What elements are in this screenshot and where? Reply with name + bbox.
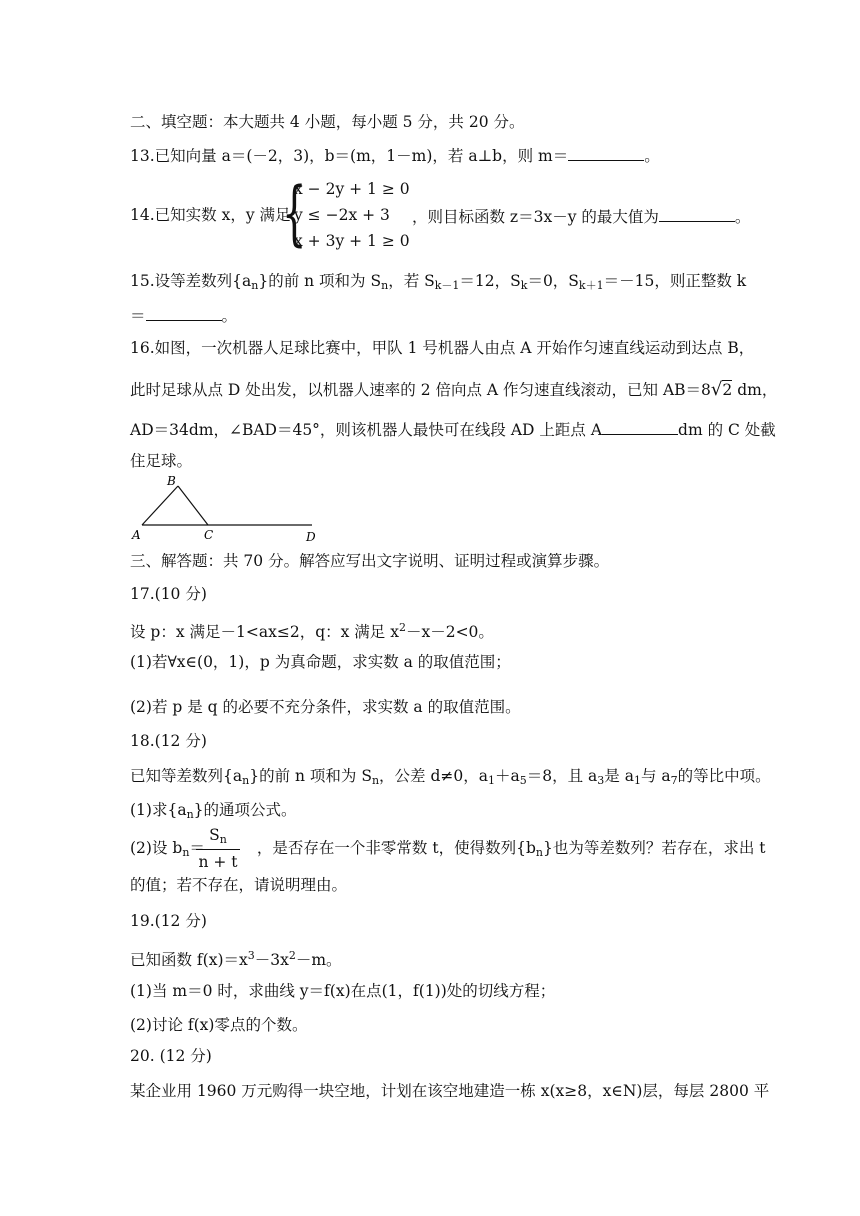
question-17-part-2: (2)若 p 是 q 的必要不充分条件，求实数 a 的取值范围。: [130, 698, 521, 716]
question-19-head: 19.(12 分): [130, 912, 207, 930]
triangle-diagram: [126, 475, 326, 545]
answer-blank-13[interactable]: [568, 144, 644, 161]
section-3-heading: 三、解答题：共 70 分。解答应写出文字说明、证明过程或演算步骤。: [130, 552, 610, 570]
question-18-part-1: (1)求$\{a_n\}$的通项公式。: [130, 801, 297, 821]
label-c: C: [204, 528, 214, 542]
question-18-part-2-line-2: 的值；若不存在，请说明理由。: [130, 876, 348, 894]
question-13: 13.已知向量 a＝(－2，3)，b＝(m，1－m)，若 a⊥b，则 m＝ 。: [130, 144, 660, 166]
label-b: B: [167, 475, 176, 488]
section-2-heading: 二、填空题：本大题共 4 小题，每小题 5 分，共 20 分。: [130, 113, 525, 131]
question-19-part-1: (1)当 m＝0 时，求曲线 y＝f(x)在点(1，f(1))处的切线方程；: [130, 982, 556, 1000]
question-17-head: 17.(10 分): [130, 585, 207, 603]
answer-blank-14[interactable]: [659, 205, 735, 222]
question-18-stem: 已知等差数列$\{a_n\}$的前 n 项和为 $S_n$，公差 d≠0，$a_1+a_5=8$，且 $a_3$是 $a_1$与 $a_7$的等比中项。: [130, 767, 771, 787]
question-19-part-2: (2)讨论 f(x)零点的个数。: [130, 1016, 308, 1034]
question-20-stem: 某企业用 1960 万元购得一块空地，计划在该空地建造一栋 x(x≥8，x∈N)层，每层 2800 平: [130, 1082, 770, 1100]
label-d: D: [306, 530, 316, 544]
question-14-tail: ，则目标函数 z＝3x－y 的最大值为 。: [412, 205, 750, 227]
inequality-2: y ≤ −2x + 3: [294, 206, 390, 224]
left-brace: {: [282, 172, 307, 254]
question-20-head: 20. (12 分): [130, 1047, 212, 1065]
question-18-part-2-line-1: (2)设 $b_n=$ ，是否存在一个非零常数 t，使得数列$\{b_n\}$也为等差数列？若存在，求出 t: [130, 839, 766, 859]
inequality-3: x + 3y + 1 ≥ 0: [294, 232, 410, 250]
label-a: A: [132, 528, 141, 542]
question-16-line-3: AD＝34dm，∠BAD＝45°，则该机器人最快可在线段 AD 上距点 A dm 的 C 处截: [130, 418, 776, 440]
question-16-line-1: 16.如图，一次机器人足球比赛中，甲队 1 号机器人由点 A 开始作匀速直线运动到达点 B，: [130, 339, 755, 357]
segment-bc: [178, 486, 208, 525]
inequality-1: x − 2y + 1 ≥ 0: [294, 180, 410, 198]
answer-blank-15[interactable]: [146, 304, 222, 321]
question-18-head: 18.(12 分): [130, 732, 207, 750]
question-17-part-1: (1)若∀x∈(0，1)，p 为真命题，求实数 a 的取值范围；: [130, 653, 511, 671]
question-16-line-4: 住足球。: [130, 452, 193, 470]
segment-ab: [142, 486, 178, 525]
sqrt-two: √2: [710, 379, 733, 400]
answer-blank-16[interactable]: [602, 418, 678, 435]
exam-page: 二、填空题：本大题共 4 小题，每小题 5 分，共 20 分。 13.已知向量 a＝(－2，3)，b＝(m，1－m)，若 a⊥b，则 m＝ 。 14.已知实数 x，y 满足 { x − 2y + 1 ≥ 0 y ≤ −2x + 3 x + 3y + 1 ≥ 0 ，则目标函数 z＝3x－y 的最大值为 。 15.设等差数列$\{a_n\}$的前 n 项和为 $S_n$，若 $S_{k-1}=12$，$S_k=0$，$S_{k+1}=-15$，则正整数 k ＝ 。 16.如图，一次机器人足球比赛中，甲队 1 号机器人由点 A 开始作匀速直线运动到达点 B， 此时足球从点 D 处出发，以机器人速率的 2 倍向点 A 作匀速直线滚动，已知 AB＝8√2 dm， AD＝34dm，∠BAD＝45°，则该机器人最快可在线段 AD 上距点 A dm 的 C 处截 住足球。 A B C D 三、解答题：共 70 分。解答应写出文字说明、证明过程或演算步骤。 17.(10 分) 设 p：x 满足－1<ax≤2，q：x 满足 $x^2-x-2<0$。 (1)若∀x∈(0，1)，p 为真命题，求实数 a 的取值范围； (2)若 p 是 q 的必要不充分条件，求实数 a 的取值范围。 18.(12 分) 已知等差数列$\{a_n\}$的前 n 项和为 $S_n$，公差 d≠0，$a_1+a_5=8$，且 $a_3$是 $a_1$与 $a_7$的等比中项。 (1)求$\{a_n\}$的通项公式。 (2)设 $b_n=$ ，是否存在一个非零常数 t，使得数列$\{b_n\}$也为等差数列？若存在，求出 t $S_n$ n + t 的值；若不存在，请说明理由。 19.(12 分) 已知函数 $f(x)=x^3-3x^2-m$。 (1)当 m＝0 时，求曲线 y＝f(x)在点(1，f(1))处的切线方程； (2)讨论 f(x)零点的个数。 20. (12 分) 某企业用 1960 万元购得一块空地，计划在该空地建造一栋 x(x≥8，x∈N)层，每层 2800 平: [0, 0, 860, 1216]
question-16-line-2: 此时足球从点 D 处出发，以机器人速率的 2 倍向点 A 作匀速直线滚动，已知 AB＝8√2 dm，: [130, 379, 778, 400]
question-14: 14.已知实数 x，y 满足: [130, 206, 291, 224]
question-15-line-1: 15.设等差数列$\{a_n\}$的前 n 项和为 $S_n$，若 $S_{k-1}=12$，$S_k=0$，$S_{k+1}=-15$，则正整数 k: [130, 272, 747, 292]
question-17-stem: 设 p：x 满足－1<ax≤2，q：x 满足 $x^2-x-2<0$。: [130, 621, 494, 641]
question-19-stem: 已知函数 $f(x)=x^3-3x^2-m$。: [130, 949, 342, 969]
question-15-line-2: ＝ 。: [130, 304, 237, 326]
